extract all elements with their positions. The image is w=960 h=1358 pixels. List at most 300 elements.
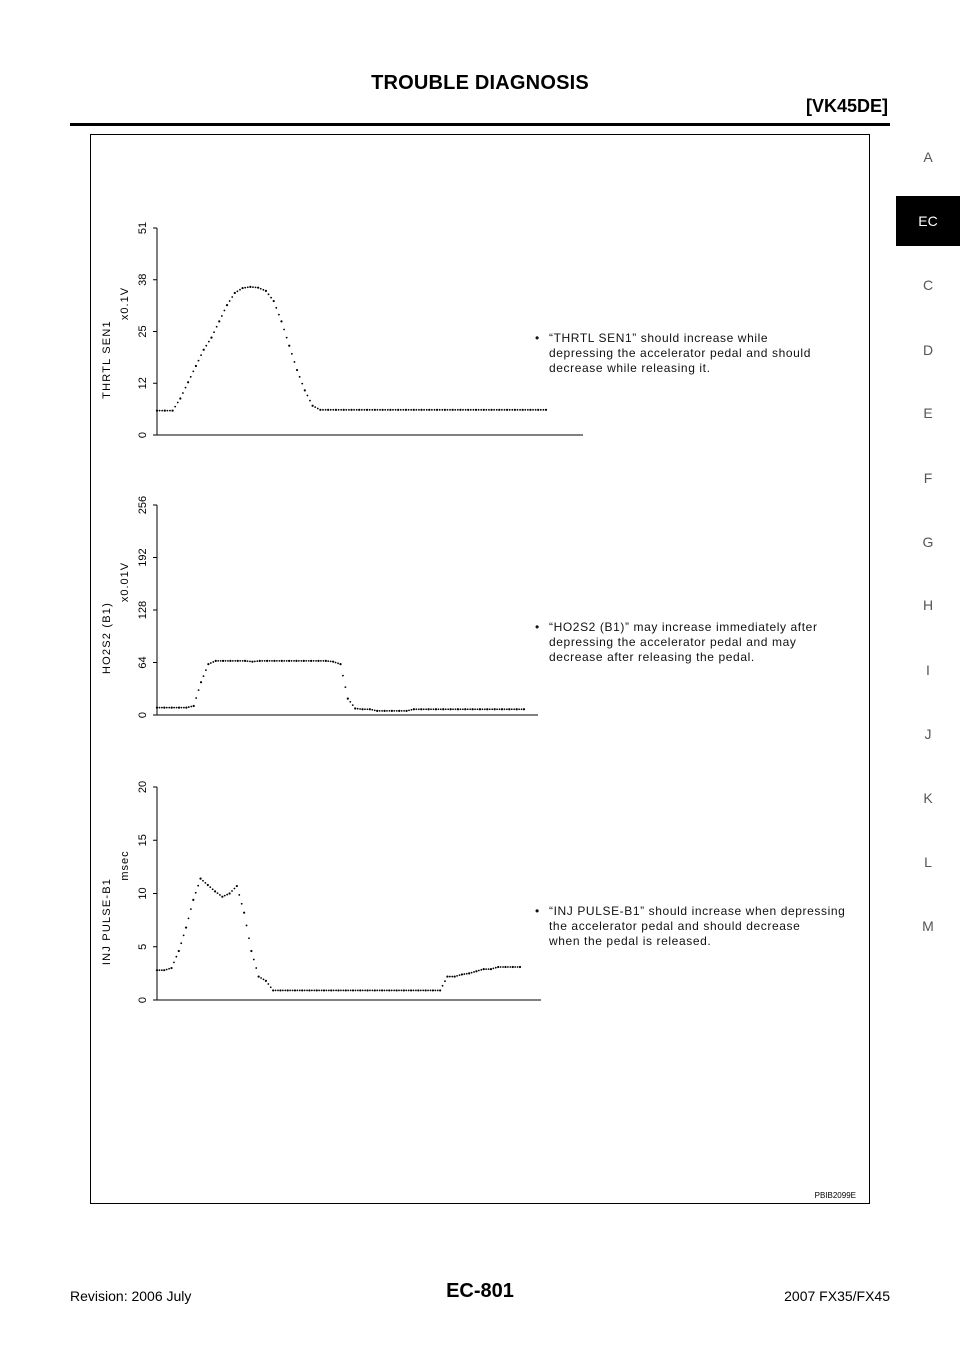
data-point — [426, 409, 428, 411]
data-point — [402, 409, 404, 411]
data-point — [517, 409, 519, 411]
data-point — [455, 708, 457, 710]
data-point — [467, 409, 469, 411]
side-tab-ec[interactable]: EC — [896, 196, 960, 246]
side-tab-f[interactable]: F — [923, 470, 933, 486]
data-point — [219, 894, 221, 896]
data-point — [357, 990, 359, 992]
note-line: when the pedal is released. — [549, 934, 712, 948]
data-point — [449, 409, 451, 411]
data-point — [198, 360, 200, 362]
data-point — [232, 660, 234, 662]
data-point — [260, 977, 262, 979]
data-point — [283, 329, 285, 331]
side-tab-m[interactable]: M — [922, 918, 934, 934]
data-point — [181, 707, 183, 709]
data-point — [316, 989, 318, 991]
data-point — [335, 662, 337, 664]
data-point — [156, 969, 158, 971]
data-point — [313, 990, 315, 992]
data-point — [239, 289, 241, 291]
data-point — [275, 307, 277, 309]
data-point — [371, 709, 373, 711]
data-point — [478, 970, 480, 972]
data-point — [249, 661, 251, 663]
data-point — [504, 708, 506, 710]
data-point — [244, 287, 246, 289]
data-point — [519, 409, 521, 411]
footer-model: 2007 FX35/FX45 — [784, 1288, 890, 1304]
data-point — [224, 310, 226, 312]
data-point — [332, 661, 334, 663]
side-tab-l[interactable]: L — [924, 854, 932, 870]
data-point — [221, 315, 223, 317]
data-point — [317, 660, 319, 662]
data-point — [480, 409, 482, 411]
side-tab-h[interactable]: H — [922, 597, 934, 613]
data-point — [296, 990, 298, 992]
data-point — [159, 410, 161, 412]
data-point — [358, 409, 360, 411]
data-point — [410, 989, 412, 991]
data-point — [161, 410, 163, 412]
data-point — [178, 707, 180, 709]
data-point — [488, 409, 490, 411]
data-point — [261, 660, 263, 662]
data-point — [171, 410, 173, 412]
y-tick-label: 192 — [137, 548, 149, 567]
data-point — [445, 708, 447, 710]
data-point — [488, 968, 490, 970]
data-point — [308, 660, 310, 662]
note-line: depressing the accelerator pedal and should — [549, 346, 811, 360]
data-point — [502, 966, 504, 968]
data-point — [318, 990, 320, 992]
data-point — [469, 708, 471, 710]
data-point — [288, 345, 290, 347]
data-point — [263, 979, 265, 981]
y-tick-label: 0 — [137, 431, 149, 439]
data-point — [325, 409, 327, 411]
data-point — [305, 660, 307, 662]
data-point — [330, 661, 332, 663]
data-point — [495, 967, 497, 969]
data-point — [457, 409, 459, 411]
data-point — [522, 409, 524, 411]
data-point — [300, 660, 302, 662]
data-point — [379, 710, 381, 712]
data-point — [168, 707, 170, 709]
data-point — [275, 990, 277, 992]
bullet-icon: • — [535, 620, 540, 634]
data-point — [456, 975, 458, 977]
data-point — [484, 708, 486, 710]
data-point — [381, 989, 383, 991]
data-point — [200, 354, 202, 356]
data-point — [190, 706, 192, 708]
data-point — [234, 660, 236, 662]
data-point — [342, 990, 344, 992]
data-point — [241, 287, 243, 289]
data-point — [454, 975, 456, 977]
data-point — [225, 660, 227, 662]
data-point — [227, 660, 229, 662]
data-point — [317, 408, 319, 410]
data-point — [517, 966, 519, 968]
data-point — [195, 892, 197, 894]
data-point — [393, 710, 395, 712]
data-point — [480, 969, 482, 971]
data-point — [436, 409, 438, 411]
data-point — [486, 708, 488, 710]
data-point — [389, 710, 391, 712]
data-point — [472, 708, 474, 710]
data-point — [217, 660, 219, 662]
data-point — [168, 968, 170, 970]
data-point — [267, 983, 269, 985]
data-point — [319, 409, 321, 411]
data-point — [454, 409, 456, 411]
data-point — [506, 708, 508, 710]
data-point — [527, 409, 529, 411]
data-point — [501, 708, 503, 710]
data-point — [383, 710, 385, 712]
data-point — [430, 708, 432, 710]
data-point — [180, 942, 182, 944]
data-point — [322, 660, 324, 662]
data-point — [241, 903, 243, 905]
data-point — [413, 409, 415, 411]
data-point — [185, 926, 187, 928]
data-point — [444, 409, 446, 411]
data-point — [243, 912, 245, 914]
data-point — [288, 660, 290, 662]
data-point — [361, 409, 363, 411]
data-point — [161, 707, 163, 709]
data-point — [451, 976, 453, 978]
data-point — [490, 409, 492, 411]
data-point — [511, 409, 513, 411]
data-point — [496, 708, 498, 710]
data-point — [159, 969, 161, 971]
data-point — [231, 296, 233, 298]
data-point — [474, 708, 476, 710]
data-point — [350, 409, 352, 411]
data-point — [190, 376, 192, 378]
y-unit-label: x0.1V — [119, 286, 131, 321]
y-series-label: HO2S2 (B1) — [101, 602, 113, 674]
data-point — [465, 409, 467, 411]
data-point — [247, 286, 249, 288]
data-point — [292, 990, 294, 992]
data-point — [428, 409, 430, 411]
data-point — [277, 990, 279, 992]
data-point — [439, 989, 441, 991]
side-tab-g[interactable]: G — [922, 534, 934, 550]
data-point — [437, 708, 439, 710]
data-point — [299, 376, 301, 378]
data-point — [213, 331, 215, 333]
data-point — [468, 972, 470, 974]
data-point — [216, 326, 218, 328]
data-point — [401, 990, 403, 992]
figure-code: PBIB2099E — [814, 1191, 856, 1200]
section-code: [VK45DE] — [805, 96, 888, 116]
data-point — [401, 710, 403, 712]
data-point — [516, 708, 518, 710]
data-point — [163, 707, 165, 709]
data-point — [299, 990, 301, 992]
y-tick-label: 12 — [137, 377, 149, 390]
data-point — [205, 882, 207, 884]
data-point — [415, 409, 417, 411]
data-point — [330, 989, 332, 991]
data-point — [218, 320, 220, 322]
data-point — [467, 708, 469, 710]
data-point — [166, 410, 168, 412]
data-point — [384, 409, 386, 411]
data-point — [301, 383, 303, 385]
y-tick-label: 5 — [137, 943, 149, 950]
data-point — [478, 409, 480, 411]
data-point — [342, 675, 344, 677]
data-point — [192, 899, 194, 901]
data-point — [512, 966, 514, 968]
data-point — [420, 708, 422, 710]
data-point — [366, 409, 368, 411]
data-point — [333, 990, 335, 992]
data-point — [340, 409, 342, 411]
data-point — [369, 409, 371, 411]
data-point — [234, 292, 236, 294]
data-point — [264, 660, 266, 662]
data-point — [202, 880, 204, 882]
data-point — [301, 989, 303, 991]
data-point — [418, 409, 420, 411]
data-point — [425, 708, 427, 710]
y-tick-label: 51 — [137, 221, 149, 235]
data-point — [312, 405, 314, 407]
data-point — [335, 409, 337, 411]
data-point — [340, 990, 342, 992]
data-point — [477, 708, 479, 710]
data-point — [420, 990, 422, 992]
note-line: “HO2S2 (B1)” may increase immediately after — [549, 620, 818, 634]
data-point — [183, 707, 185, 709]
data-point — [434, 990, 436, 992]
y-series-label: INJ PULSE-B1 — [101, 877, 113, 966]
data-point — [410, 409, 412, 411]
data-point — [361, 708, 363, 710]
data-point — [170, 967, 172, 969]
page-title: TROUBLE DIAGNOSIS — [371, 72, 589, 94]
data-point — [493, 409, 495, 411]
data-point — [423, 409, 425, 411]
data-point — [397, 409, 399, 411]
data-point — [529, 409, 531, 411]
data-point — [303, 660, 305, 662]
data-point — [229, 660, 231, 662]
data-point — [506, 409, 508, 411]
y-tick-label: 64 — [137, 656, 149, 669]
data-point — [188, 706, 190, 708]
data-point — [323, 989, 325, 991]
data-point — [490, 968, 492, 970]
data-point — [459, 974, 461, 976]
data-point — [359, 708, 361, 710]
side-tab-c[interactable]: C — [922, 277, 934, 293]
data-point — [229, 300, 231, 302]
data-point — [420, 409, 422, 411]
data-point — [513, 708, 515, 710]
data-point — [353, 409, 355, 411]
data-point — [376, 710, 378, 712]
data-point — [173, 961, 175, 963]
data-point — [382, 409, 384, 411]
data-point — [175, 956, 177, 958]
data-point — [444, 980, 446, 982]
data-point — [523, 708, 525, 710]
data-point — [177, 402, 179, 404]
data-point — [391, 710, 393, 712]
data-point — [447, 708, 449, 710]
data-point — [398, 990, 400, 992]
side-tab-a[interactable]: A — [923, 149, 933, 165]
data-point — [185, 387, 187, 389]
data-point — [265, 290, 267, 292]
data-point — [210, 336, 212, 338]
data-point — [203, 675, 205, 677]
data-point — [475, 970, 477, 972]
data-point — [310, 660, 312, 662]
side-tab-j[interactable]: J — [924, 726, 932, 742]
data-point — [282, 990, 284, 992]
note-ho2s2 — [535, 620, 818, 665]
data-point — [197, 885, 199, 887]
data-point — [511, 708, 513, 710]
data-point — [463, 973, 465, 975]
data-point — [289, 990, 291, 992]
data-point — [364, 990, 366, 992]
data-point — [321, 990, 323, 992]
data-point — [462, 409, 464, 411]
data-point — [405, 710, 407, 712]
data-point — [349, 701, 351, 703]
note-inj-pulse — [535, 904, 845, 949]
data-point — [532, 409, 534, 411]
data-point — [422, 990, 424, 992]
data-point — [433, 708, 435, 710]
data-point — [427, 990, 429, 992]
data-point — [355, 990, 357, 992]
data-point — [315, 660, 317, 662]
data-point — [364, 708, 366, 710]
note-line: “THRTL SEN1” should increase while — [549, 331, 769, 345]
data-point — [452, 409, 454, 411]
data-point — [212, 888, 214, 890]
data-point — [293, 660, 295, 662]
data-point — [250, 950, 252, 952]
data-point — [482, 708, 484, 710]
data-point — [269, 660, 271, 662]
data-point — [357, 708, 359, 710]
data-point — [179, 397, 181, 399]
side-tab-i[interactable]: I — [926, 662, 930, 678]
data-point — [278, 660, 280, 662]
data-point — [479, 708, 481, 710]
data-point — [304, 389, 306, 391]
data-point — [307, 395, 309, 397]
y-series-label: THRTL SEN1 — [101, 320, 113, 399]
y-tick-label: 256 — [137, 495, 149, 515]
data-point — [262, 289, 264, 291]
data-point — [519, 966, 521, 968]
data-point — [497, 966, 499, 968]
data-point — [176, 707, 178, 709]
data-point — [442, 708, 444, 710]
data-point — [207, 884, 209, 886]
data-point — [415, 708, 417, 710]
side-tab-e[interactable]: E — [923, 405, 933, 421]
data-point — [439, 409, 441, 411]
data-point — [192, 371, 194, 373]
side-tab-d[interactable]: D — [922, 342, 934, 358]
data-point — [405, 409, 407, 411]
data-point — [231, 890, 233, 892]
data-point — [501, 409, 503, 411]
data-point — [309, 400, 311, 402]
data-point — [205, 345, 207, 347]
data-point — [379, 990, 381, 992]
data-point — [222, 660, 224, 662]
data-point — [298, 660, 300, 662]
side-tab-k[interactable]: K — [923, 790, 933, 806]
data-point — [475, 409, 477, 411]
data-point — [166, 969, 168, 971]
data-point — [259, 660, 261, 662]
data-point — [344, 686, 346, 688]
data-point — [356, 409, 358, 411]
data-point — [272, 989, 274, 991]
data-point — [256, 660, 258, 662]
data-point — [311, 990, 313, 992]
data-point — [348, 409, 350, 411]
data-point — [221, 896, 223, 898]
data-point — [369, 708, 371, 710]
data-point — [518, 708, 520, 710]
data-point — [485, 968, 487, 970]
data-point — [273, 300, 275, 302]
note-line: decrease after releasing the pedal. — [549, 650, 755, 664]
data-point — [440, 708, 442, 710]
data-point — [379, 409, 381, 411]
data-point — [461, 973, 463, 975]
data-point — [395, 989, 397, 991]
data-point — [268, 293, 270, 295]
data-point — [229, 892, 231, 894]
data-point — [387, 409, 389, 411]
data-point — [195, 365, 197, 367]
data-point — [434, 409, 436, 411]
data-point — [369, 990, 371, 992]
note-line: depressing the accelerator pedal and may — [549, 635, 797, 649]
data-point — [408, 990, 410, 992]
data-point — [169, 410, 171, 412]
data-point — [524, 409, 526, 411]
data-point — [328, 990, 330, 992]
note-line: “INJ PULSE-B1” should increase when depressing — [549, 904, 846, 918]
data-point — [464, 708, 466, 710]
